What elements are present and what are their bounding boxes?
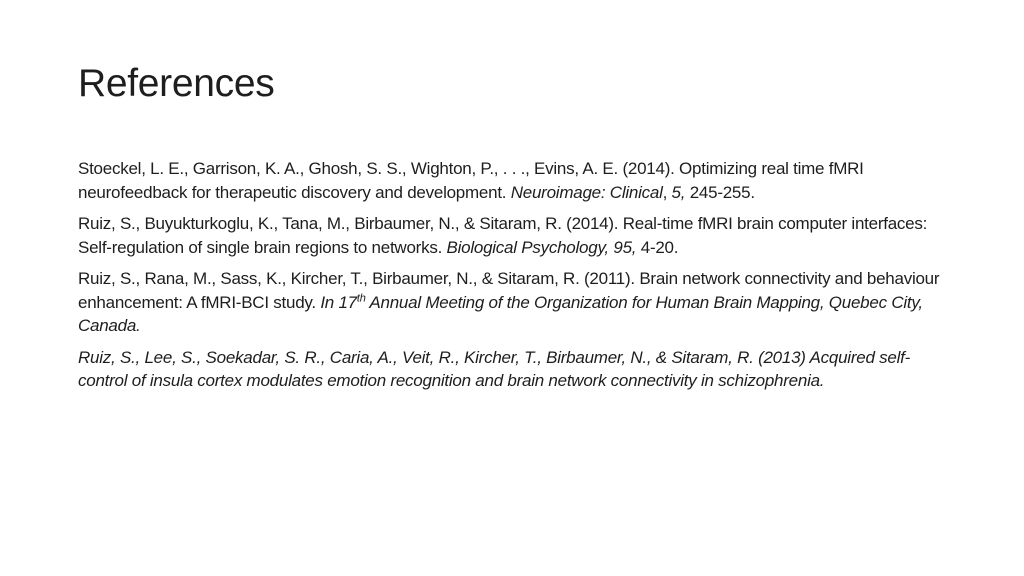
reference-text-run: Stoeckel, L. E., Garrison, K. A., Ghosh, S. S., Wighton, P., . . ., Evins, A. E. (2014). Optimizing real time fMRI neurofeedback for therapeutic discovery and development.: [78, 159, 864, 202]
reference-text-run: In 17: [320, 292, 357, 312]
reference-text-run: 245-255.: [685, 182, 755, 202]
slide-title: References: [78, 62, 275, 105]
reference-text-run: 4-20.: [636, 237, 679, 257]
reference-text-run: 5,: [671, 182, 686, 202]
reference-text-run: Annual Meeting of the Organization for Human Brain Mapping, Quebec City, Canada.: [78, 292, 923, 335]
reference-text-run: Ruiz, S., Buyukturkoglu, K., Tana, M., Birbaumer, N., & Sitaram, R. (2014). Real-time fMRI brain computer interfaces: Self-regulation of single brain regions to networks.: [78, 214, 928, 257]
reference-text-run: Ruiz, S., Rana, M., Sass, K., Kircher, T., Birbaumer, N., & Sitaram, R. (2011). Brain network connectivity and behaviour enhancement: A fMRI-BCI study.: [78, 269, 940, 312]
reference-text-run: Neuroimage: Clinical: [510, 182, 663, 202]
reference-item: [78, 346, 948, 393]
reference-text-run: ,: [662, 182, 672, 202]
reference-text-run: Biological Psychology, 95,: [446, 237, 637, 257]
reference-item: [78, 212, 948, 259]
reference-text-run: th: [356, 291, 366, 304]
reference-item: [78, 157, 948, 204]
reference-item: [78, 267, 948, 338]
reference-list: [78, 157, 948, 401]
reference-text-run: Ruiz, S., Lee, S., Soekadar, S. R., Caria, A., Veit, R., Kircher, T., Birbaumer, N., & Sitaram, R. (2013) Acquired self-control of insula cortex modulates emotion recognition and brain network connectivity in schizophrenia.: [78, 347, 910, 390]
